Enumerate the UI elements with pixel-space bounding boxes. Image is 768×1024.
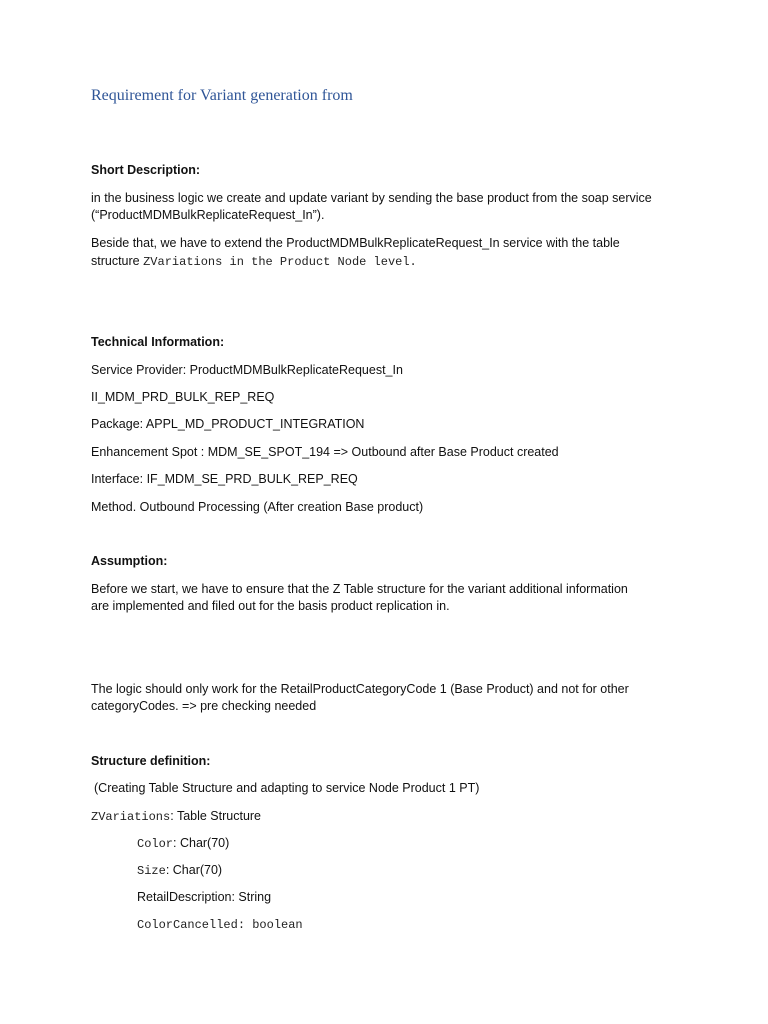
ii-name-line: II_MDM_PRD_BULK_REP_REQ bbox=[91, 390, 275, 404]
extension-code-text: ZVariations in the Product Node level. bbox=[143, 255, 417, 269]
technical-information-heading: Technical Information: bbox=[91, 335, 225, 349]
enhancement-spot-line: Enhancement Spot : MDM_SE_SPOT_194 => Outbound after Base Product created bbox=[91, 445, 559, 459]
extension-text-prefix: structure bbox=[91, 254, 144, 268]
field-color-type: : Char(70) bbox=[173, 836, 230, 850]
logic-text-line-1: The logic should only work for the RetailProductCategoryCode 1 (Base Product) and not for other bbox=[91, 682, 629, 696]
extension-text-line-1: Beside that, we have to extend the ProductMDMBulkReplicateRequest_In service with the table bbox=[91, 236, 620, 250]
interface-line: Interface: IF_MDM_SE_PRD_BULK_REP_REQ bbox=[91, 472, 358, 486]
field-retail-description-line bbox=[137, 889, 271, 907]
package-line: Package: APPL_MD_PRODUCT_INTEGRATION bbox=[91, 417, 365, 431]
structure-definition-note: (Creating Table Structure and adapting to service Node Product 1 PT) bbox=[94, 781, 480, 795]
field-size-line bbox=[137, 862, 222, 880]
zvariations-type: : Table Structure bbox=[170, 809, 262, 823]
extension-text-line-2 bbox=[91, 253, 417, 271]
logic-text-line-2: categoryCodes. => pre checking needed bbox=[91, 699, 317, 713]
assumption-text-line-2: are implemented and filed out for the basis product replication in. bbox=[91, 599, 450, 613]
service-provider-line: Service Provider: ProductMDMBulkReplicateRequest_In bbox=[91, 363, 403, 377]
assumption-heading: Assumption: bbox=[91, 554, 168, 568]
field-color-cancelled-code: ColorCancelled: boolean bbox=[137, 918, 303, 932]
short-description-heading: Short Description: bbox=[91, 163, 201, 177]
method-line: Method. Outbound Processing (After creation Base product) bbox=[91, 500, 424, 514]
field-color-code: Color bbox=[137, 837, 174, 851]
zvariations-code: ZVariations bbox=[91, 810, 171, 824]
assumption-text-line-1: Before we start, we have to ensure that the Z Table structure for the variant additional information bbox=[91, 582, 628, 596]
field-size-code: Size bbox=[137, 864, 166, 878]
field-size-type: : Char(70) bbox=[165, 863, 223, 877]
structure-definition-heading: Structure definition: bbox=[91, 754, 211, 768]
field-retail-description-type: RetailDescription: String bbox=[137, 890, 272, 904]
document-title: Requirement for Variant generation from bbox=[91, 87, 353, 104]
short-description-text-line-2: (“ProductMDMBulkReplicateRequest_In”). bbox=[91, 208, 325, 222]
zvariations-line bbox=[91, 808, 261, 826]
short-description-text-line-1: in the business logic we create and update variant by sending the base product from the soap service bbox=[91, 191, 652, 205]
field-color-cancelled-line bbox=[137, 916, 303, 934]
field-color-line bbox=[137, 835, 229, 853]
